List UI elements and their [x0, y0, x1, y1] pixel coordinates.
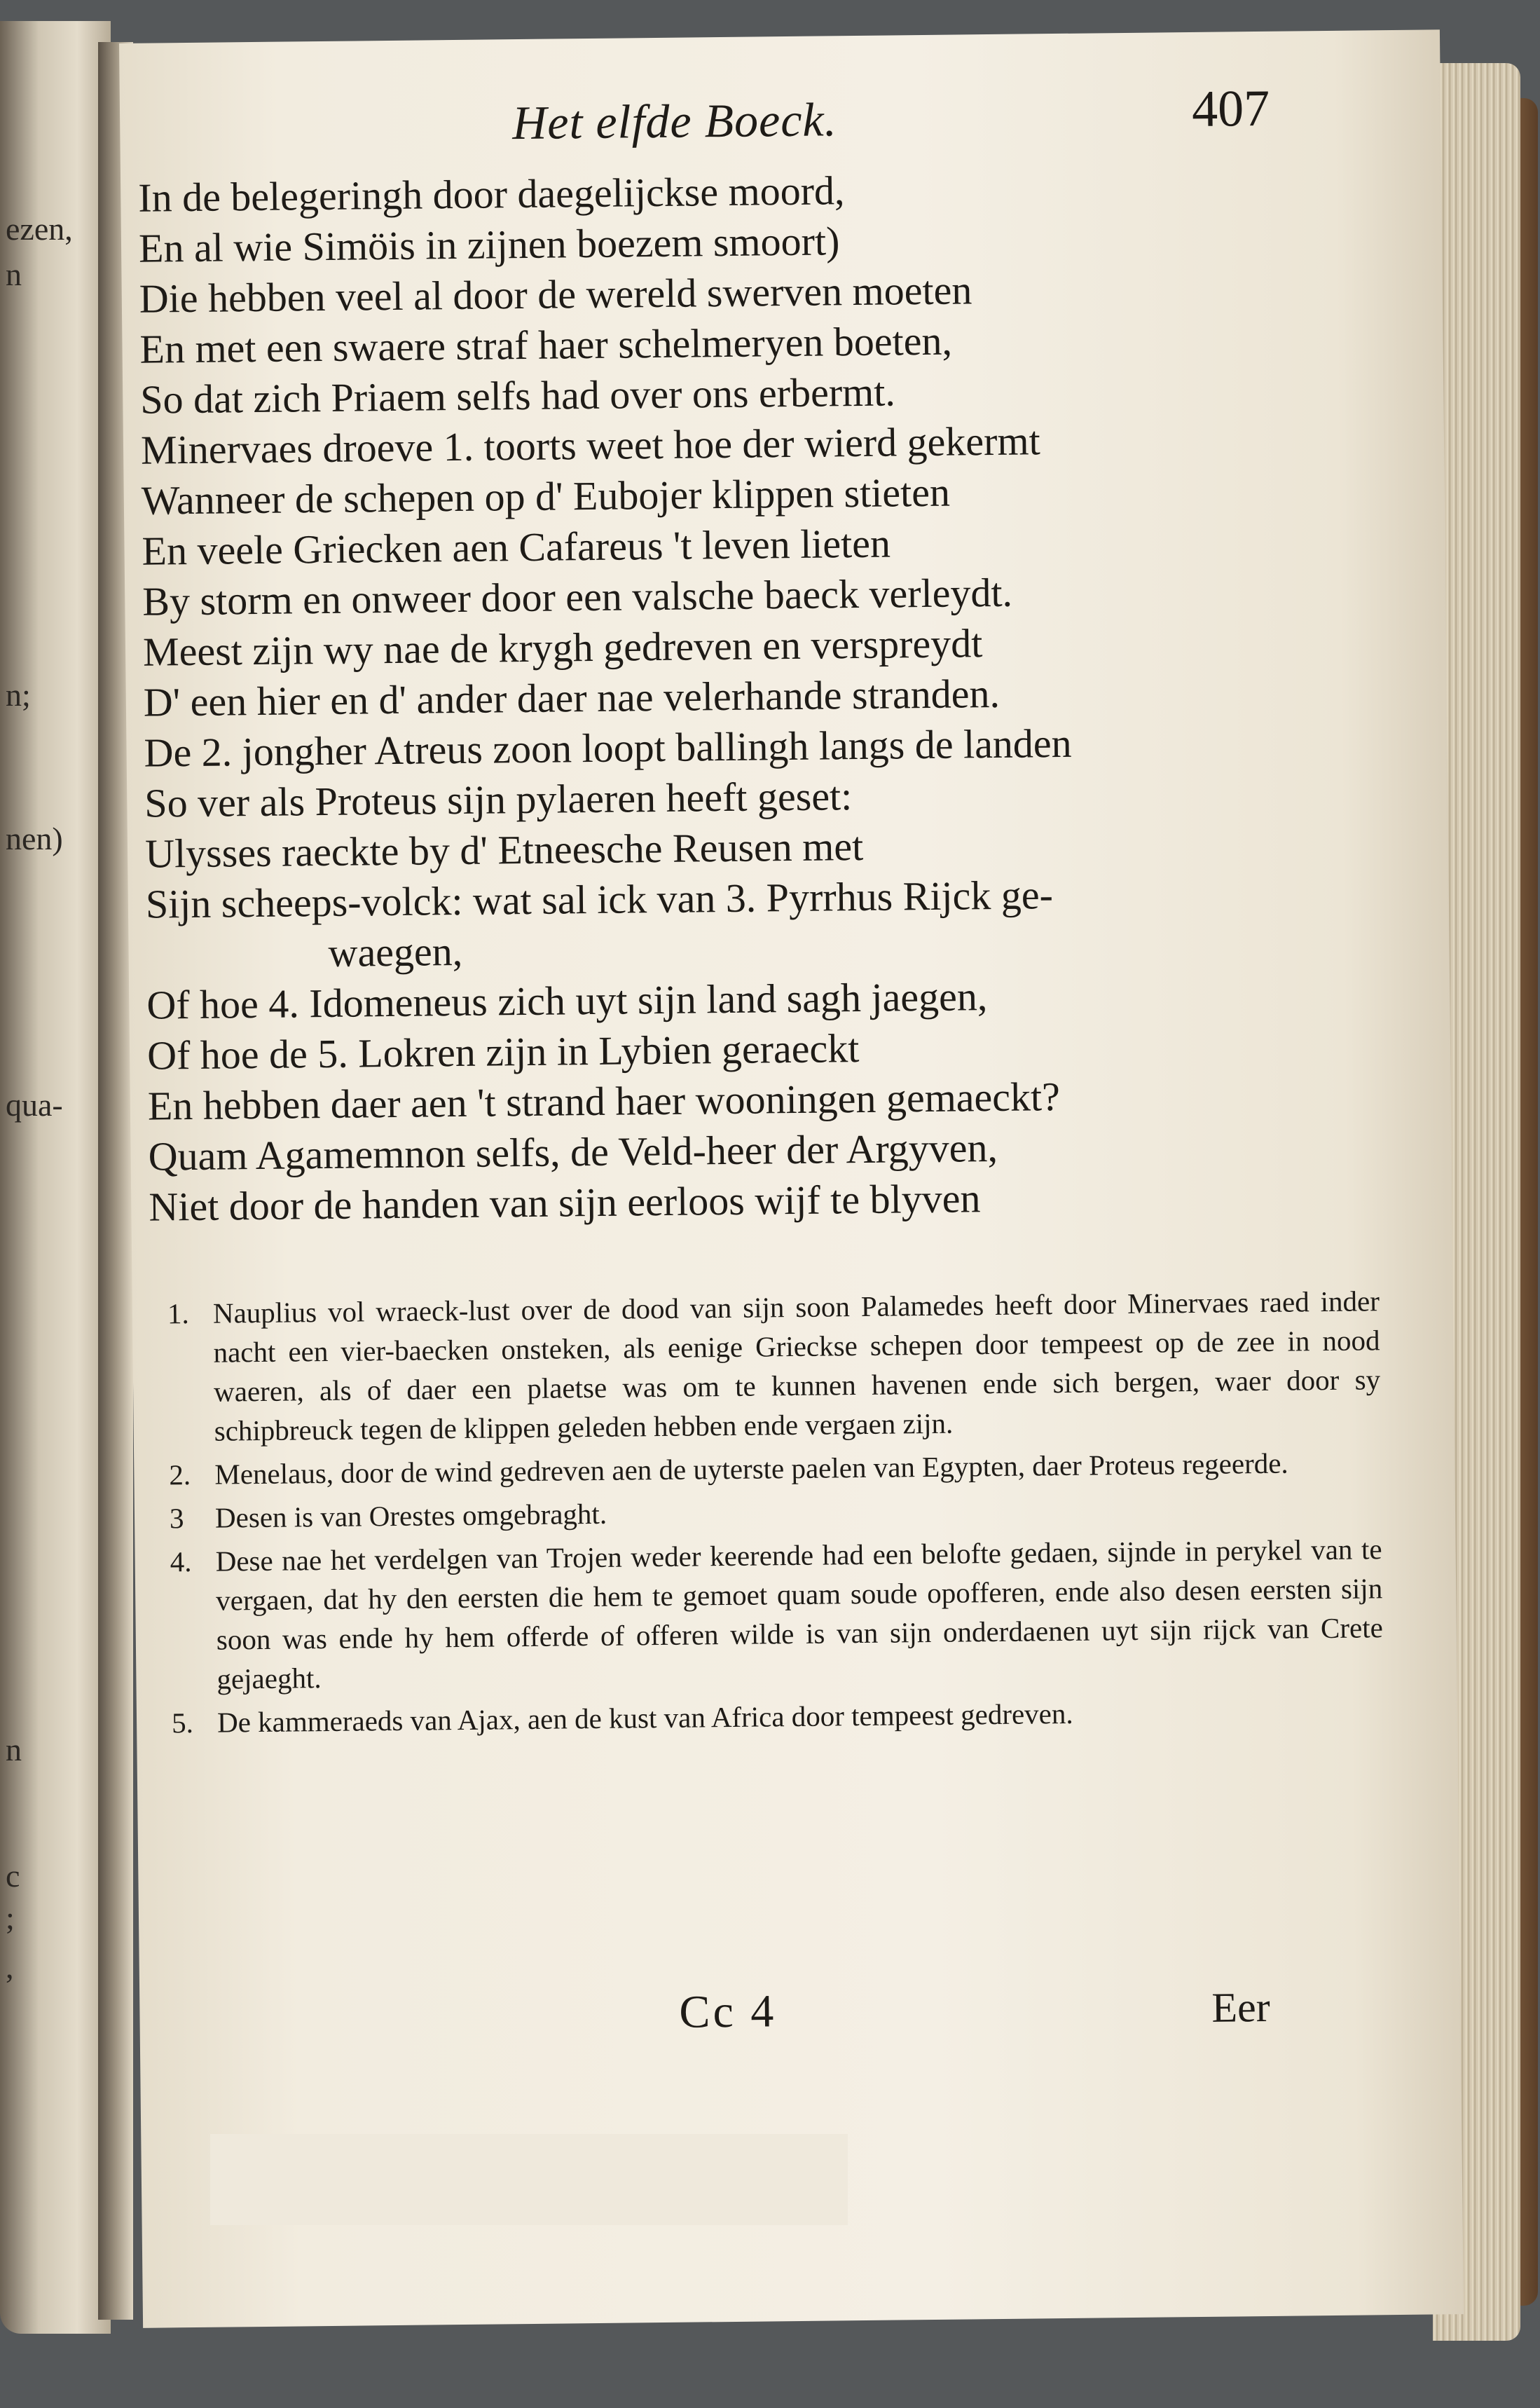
- footnote-text: Dese nae het verdelgen van Trojen weder keerende had een belofte gedaen, sijnde in perykel van te vergaen, dat hy den eersten die hem te gemoet quam soude opofferen, ende also desen eersten sijn soon was ende hy hem offerde of offeren wilde is van sijn onderdaenen uyt sijn rijck van Crete gejaeght.: [215, 1533, 1384, 1695]
- verse-line: Meest zijn wy nae de krygh gedreven en verspreydt: [142, 620, 983, 675]
- verse-line: Quam Agamemnon selfs, de Veld-heer der Argyven,: [148, 1124, 998, 1179]
- verse-line: Of hoe 4. Idomeneus zich uyt sijn land sagh jaegen,: [146, 973, 988, 1028]
- verse-line: Of hoe de 5. Lokren zijn in Lybien geraeckt: [146, 1025, 860, 1079]
- page-header: [120, 71, 1441, 163]
- footnote-text: Menelaus, door de wind gedreven aen de uyterste paelen van Egypten, daer Proteus regeerde.: [214, 1446, 1288, 1491]
- left-page-fragment: n: [6, 256, 22, 292]
- verse-line: In de belegeringh door daegelijckse moord,: [137, 167, 845, 221]
- left-page-fragment: ;: [6, 1900, 15, 1936]
- verse-line: D' een hier en d' ander daer nae velerhande stranden.: [143, 670, 1001, 725]
- left-page-fragment: n;: [6, 677, 31, 713]
- verse-line: En met een swaere straf haer schelmeryen boeten,: [139, 317, 953, 372]
- footnote-text: De kammeraeds van Ajax, aen de kust van Africa door tempeest gedreven.: [216, 1697, 1073, 1739]
- footnote: [167, 1281, 1381, 1451]
- page-content: [119, 29, 1464, 2328]
- footnote: [170, 1486, 1382, 1538]
- left-page-fragment: ezen,: [6, 211, 73, 247]
- paper-label-strip: [210, 2134, 848, 2225]
- left-page-fragment: c: [6, 1858, 20, 1894]
- footnote: [169, 1442, 1381, 1494]
- verse-line: By storm en onweer door een valsche baeck verleydt.: [142, 569, 1013, 624]
- footnote-number: 5.: [171, 1706, 194, 1739]
- verse-line: Niet door de handen van sijn eerloos wijf te blyven: [149, 1175, 981, 1230]
- signature-mark: Cc 4: [679, 1985, 777, 2038]
- verse-line: En hebben daer aen 't strand haer wooningen gemaeckt?: [147, 1074, 1061, 1129]
- verse-line: Sijn scheeps-volck: wat sal ick van 3. Pyrrhus Rijck ge-: [145, 872, 1054, 927]
- verse-block: [138, 160, 1424, 1233]
- verse-line: So ver als Proteus sijn pylaeren heeft geset:: [144, 773, 853, 826]
- left-page-fragment: nen): [6, 821, 63, 856]
- footnote-number: 2.: [169, 1458, 191, 1491]
- left-page-fragment: qua-: [6, 1087, 63, 1123]
- verse-line: waegen,: [328, 928, 463, 976]
- verse-line: En al wie Simöis in zijnen boezem smoort): [138, 218, 840, 271]
- footnote-number: 1.: [167, 1297, 189, 1330]
- verse-line: Minervaes droeve 1. toorts weet hoe der wierd gekermt: [140, 418, 1040, 473]
- footnote-text: Nauplius vol wraeck-lust over de dood van sijn soon Palamedes heeft door Minervaes raed inder nacht een vier-baecken onsteken, als eenige Grieckse schepen door tempeest op de zee in nood waeren, als of daer een plaetse was om te kunnen havenen ende sich bergen, waer door sy schipbreuck tegen de klippen geleden hebben ende vergaen zijn.: [212, 1285, 1381, 1447]
- right-page: [119, 29, 1464, 2328]
- page-number: 407: [1191, 79, 1270, 138]
- footnote: [170, 1529, 1383, 1699]
- left-page: [0, 21, 111, 2334]
- footnote-text: Desen is van Orestes omgebraght.: [214, 1497, 607, 1534]
- footnote-number: 3: [169, 1502, 184, 1535]
- verse-line: De 2. jongher Atreus zoon loopt ballingh langs de landen: [144, 720, 1072, 776]
- left-page-fragment: ,: [6, 1949, 14, 1985]
- running-title: Het elfde Boeck.: [511, 93, 838, 150]
- footnote-number: 4.: [170, 1545, 192, 1578]
- catchword: Eer: [1211, 1983, 1271, 2031]
- verse-line: Wanneer de schepen op d' Eubojer klippen stieten: [141, 469, 951, 524]
- left-page-fragment: n: [6, 1732, 22, 1767]
- footnotes: [167, 1281, 1384, 1746]
- verse-line: En veele Griecken aen Cafareus 't leven lieten: [142, 520, 891, 574]
- footnote: [172, 1690, 1384, 1742]
- verse-line: Die hebben veel al door de wereld swerven moeten: [139, 267, 972, 322]
- verse-line: Ulysses raeckte by d' Etneesche Reusen met: [144, 823, 864, 877]
- verse-line: So dat zich Priaem selfs had over ons erbermt.: [139, 369, 896, 423]
